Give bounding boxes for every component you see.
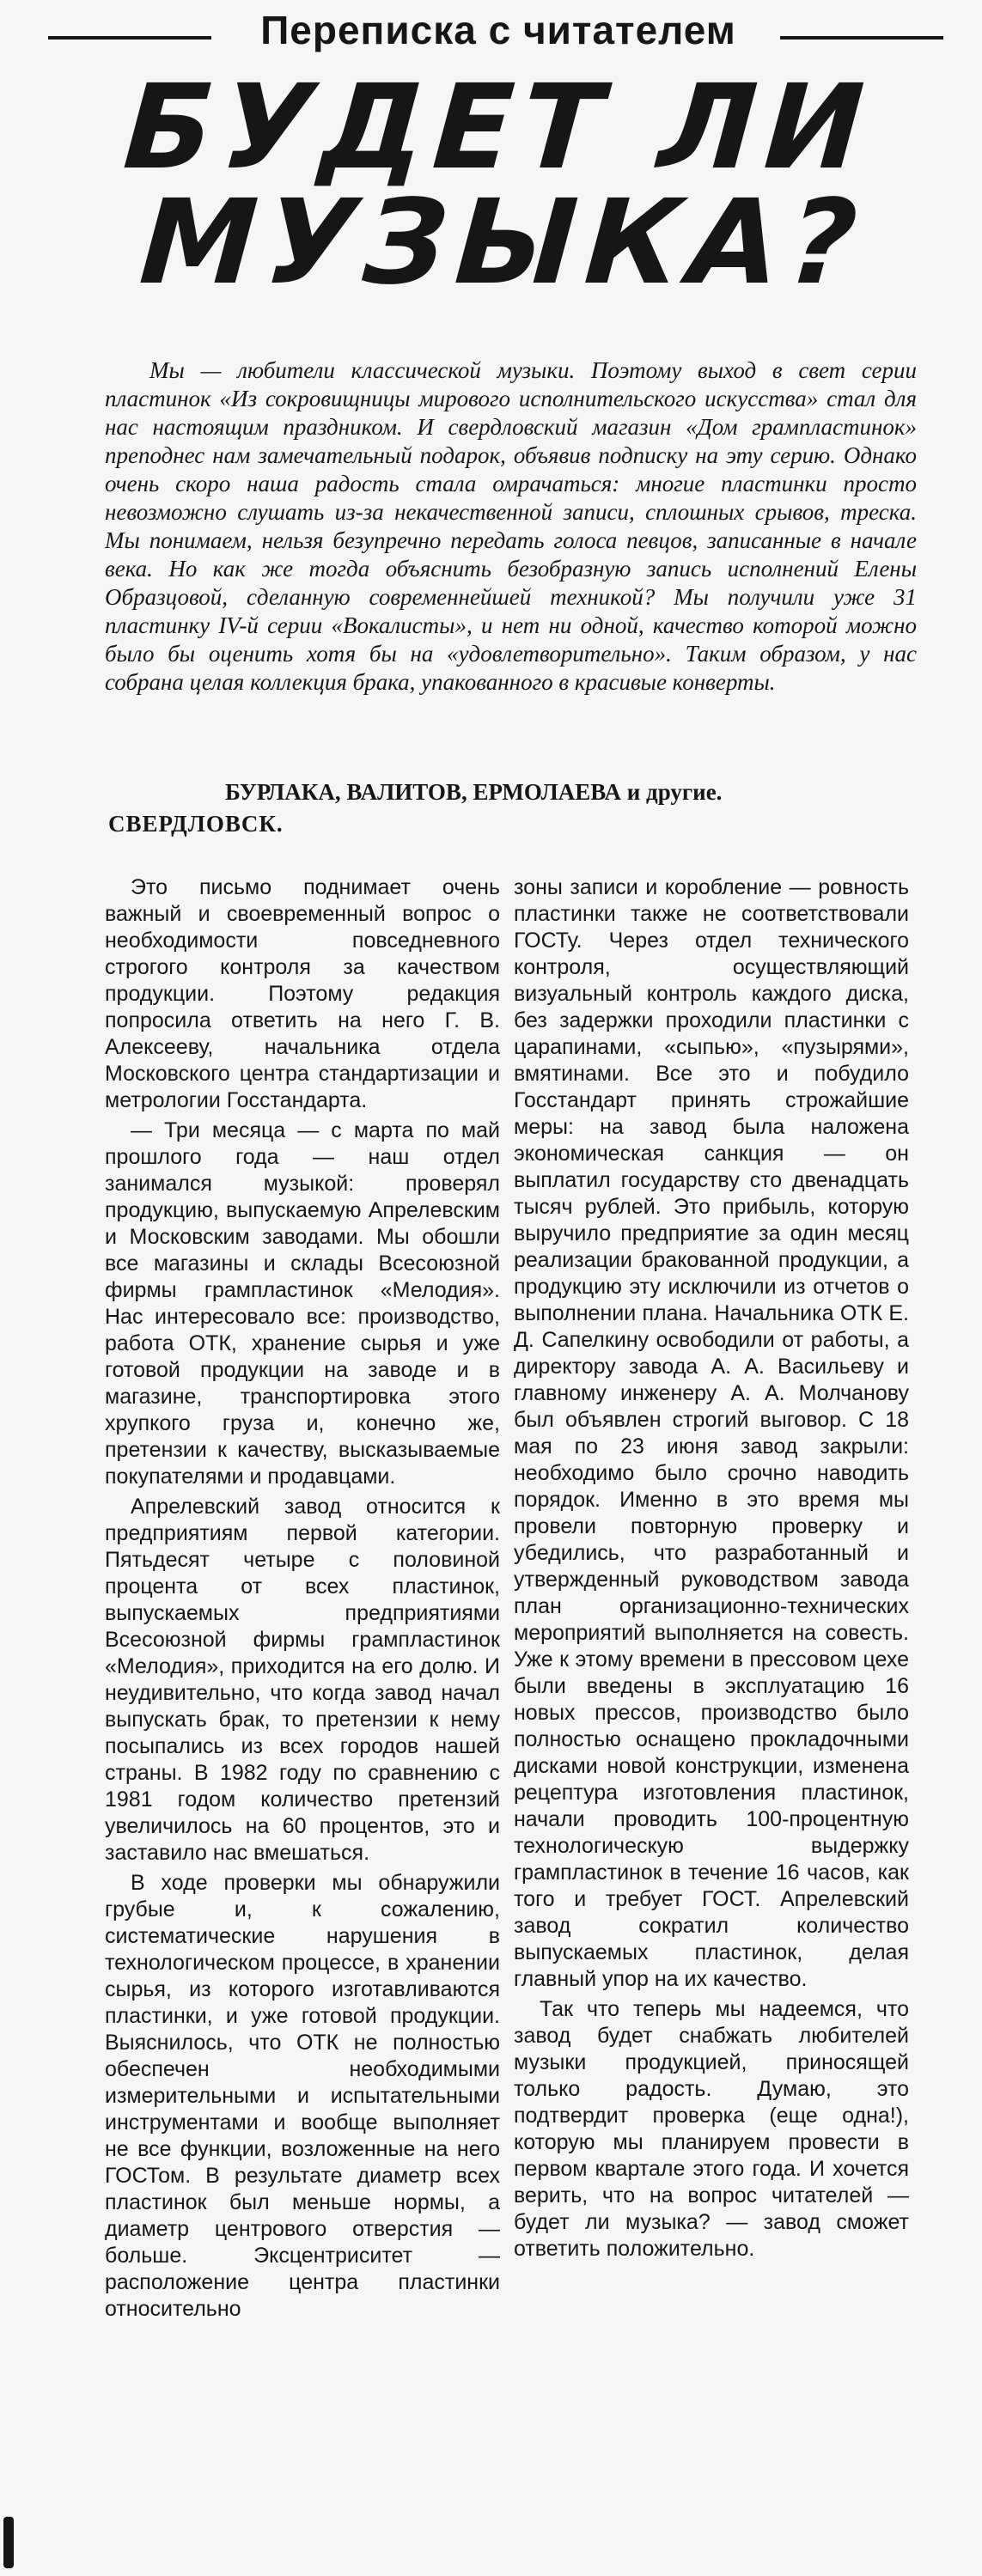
- rubric-rule-right: [780, 36, 943, 40]
- letter-city: СВЕРДЛОВСК.: [108, 811, 284, 837]
- article-headline: [44, 60, 945, 311]
- paragraph: Это письмо поднимает очень важный и своевременный вопрос о необходимости повседневного строгого контроля за качеством продукции. Поэтому редакция попросила ответить на него Г. В. Алексееву, начальника отдела Московского центра стандартизации и метрологии Госстандарта.: [105, 875, 500, 1112]
- paragraph: Так что теперь мы надеемся, что завод будет снабжать любителей музыки продукцией, приносящей только радость. Думаю, это подтвердит проверка (еще одна!), которую мы планируем провести в первом квартале этого года. И хочется верить, что на вопрос читателей — будет ли музыка? — завод сможет ответить положительно.: [514, 1997, 909, 2261]
- paragraph: В ходе проверки мы обнаружили грубые и, к сожалению, систематические нарушения в технологическом процессе, в хранении сырья, из которого изготавливаются пластинки, и уже готовой продукции. Выяснилось, что ОТК не полностью обеспечен необходимыми измерительными и испытательными инструментами и вообще выполняет не все функции, возложенные на него ГОСТом. В результате диаметр всех пластинок был меньше нормы, а диаметр центрового отверстия — больше. Эксцентриситет — расположение центра пластинки относительно: [105, 1871, 500, 2321]
- rubric-header: [0, 7, 982, 67]
- rubric-rule-left: [48, 36, 211, 40]
- headline-line-2: МУЗЫКА?: [136, 175, 870, 311]
- letter-signature: БУРЛАКА, ВАЛИТОВ, ЕРМОЛАЕВА и другие.: [225, 779, 723, 805]
- paragraph: — Три месяца — с марта по май прошлого года — наш отдел занимался музыкой: проверял продукцию, выпускаемую Апрелевским и Московским заводами. Мы обошли все магазины и склады Всесоюзной фирмы грампластинок «Мелодия». Нас интересовало все: производство, работа ОТК, хранение сырья и уже готовой продукции на заводе и в магазине, транспортировка этого хрупкого груза и, конечно же, претензии к качеству, высказываемые покупателями и продавцами.: [105, 1118, 500, 1489]
- reader-letter: Мы — любители классической музыки. Поэтому выход в свет серии пластинок «Из сокровищницы мирового исполнительского искусства» стал для нас настоящим праздником. И свердловский магазин «Дом грампластинок» преподнес нам замечательный подарок, объявив подписку на эту серию. Однако очень скоро наша радость стала омрачаться: многие пластинки просто невозможно слушать из-за некачественной записи, сплошных срывов, треска. Мы понимаем, нельзя безупречно передать голоса певцов, записанные в начале века. Но как же тогда объяснить безобразную запись исполнений Елены Образцовой, сделанную современнейшей техникой? Мы получили уже 31 пластинку IV-й серии «Вокалисты», и нет ни одной, качество которой можно было бы оценить хотя бы на «удовлетворительно». Таким образом, у нас собрана целая коллекция брака, упакованного в красивые конверты.: [105, 357, 917, 695]
- paragraph: зоны записи и коробление — ровность пластинки также не соответствовали ГОСТу. Через отдел технического контроля, осуществляющий визуальный контроль каждого диска, без задержки проходили пластинки с царапинами, «сыпью», «пузырями», вмятинами. Все это и побудило Госстандарт принять строжайшие меры: на завод была наложена экономическая санкция — он выплатил государству сто двенадцать тысяч рублей. Это прибыль, которую выручило предприятие за один месяц реализации бракованной продукции, а продукцию эту исключили из отчетов о выполнении плана. Начальника ОТК Е. Д. Сапелкину освободили от работы, а директору завода А. А. Васильеву и главному инженеру А. А. Молчанову был объявлен строгий выговор. С 18 мая по 23 июня завод закрыли: необходимо было срочно наводить порядок. Именно в это время мы провели повторную проверку и убедились, что разработанный и утвержденный руководством завода план организационно-технических мероприятий выполняется на совесть. Уже к этому времени в прессовом цехе были введены в эксплуатацию 16 новых прессов, производство было полностью оснащено прокладочными дисками новой конструкции, изменена рецептура изготовления пластинок, начали проводить 100-процентную технологическую выдержку грампластинок в течение 16 часов, как того и требует ГОСТ. Апрелевский завод сократил количество выпускаемых пластинок, делая главный упор на их качество.: [514, 875, 909, 1991]
- paragraph: Апрелевский завод относится к предприятиям первой категории. Пятьдесят четыре с половиной процента от всех пластинок, выпускаемых предприятиями Всесоюзной фирмы грампластинок «Мелодия», приходится на его долю. И неудивительно, что когда завод начал выпускать брак, то претензии к нему посыпались из всех городов нашей страны. В 1982 году по сравнению с 1981 годом количество претензий увеличилось на 60 процентов, это и заставило нас вмешаться.: [105, 1495, 500, 1865]
- rubric-title: Переписка с читателем: [260, 8, 736, 52]
- edge-ink-mark: [3, 2517, 14, 2568]
- article-column-left: [105, 874, 500, 2326]
- article-column-right: [514, 874, 909, 2266]
- headline-line-1: БУДЕТ ЛИ: [119, 60, 876, 196]
